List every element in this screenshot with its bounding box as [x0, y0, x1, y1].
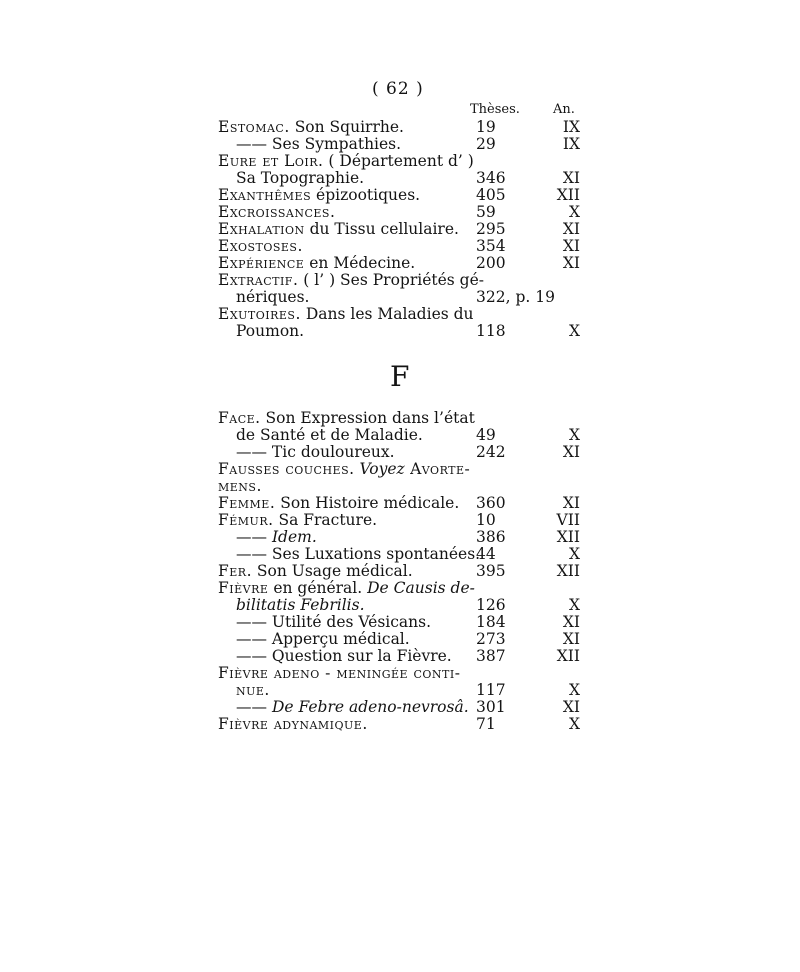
entry-these-number: 184 — [476, 613, 506, 631]
entry-these-number: 405 — [476, 186, 506, 204]
entry-text-segment: bilitatis Febrilis. — [236, 596, 365, 614]
entry-text-segment: Fièvre adynamique. — [218, 715, 368, 733]
entry-text — [218, 410, 475, 427]
entry-year: XI — [562, 630, 580, 648]
entry-these-number: 301 — [476, 698, 506, 716]
index-entry — [218, 495, 590, 512]
index-entry — [218, 153, 590, 170]
entry-text-segment: Fièvre adeno - meningée conti- — [218, 664, 461, 682]
index-entry — [218, 255, 590, 272]
entry-text — [236, 546, 480, 563]
entry-text — [218, 478, 262, 495]
entry-text-segment: épizootiques. — [311, 186, 421, 204]
entry-year: X — [568, 322, 580, 340]
entry-text-segment: Excroissances. — [218, 203, 336, 221]
entry-text — [236, 648, 452, 665]
entry-year: XI — [562, 169, 580, 187]
entry-text-segment: —— — [236, 698, 272, 716]
entry-year: X — [568, 203, 580, 221]
entry-text-segment: Son Histoire médicale. — [275, 494, 460, 512]
index-section-e — [218, 119, 590, 340]
entry-text-segment: Exhalation — [218, 220, 305, 238]
entry-text-segment: Son Expression dans l’état — [260, 409, 475, 427]
entry-text — [218, 238, 303, 255]
entry-text — [218, 461, 470, 478]
entry-year: IX — [562, 135, 580, 153]
entry-text-segment: —— Ses Sympathies. — [236, 135, 402, 153]
index-entry — [218, 699, 590, 716]
entry-text — [236, 597, 365, 614]
index-entry — [218, 306, 590, 323]
entry-text-segment: nériques. — [236, 288, 310, 306]
index-entry — [218, 238, 590, 255]
entry-year: X — [568, 681, 580, 699]
entry-text — [236, 427, 423, 444]
index-entry — [218, 478, 590, 495]
entry-these-number: 71 — [476, 715, 496, 733]
entry-text — [218, 563, 413, 580]
index-entry — [218, 631, 590, 648]
entry-year: X — [568, 596, 580, 614]
entry-text — [218, 665, 460, 682]
entry-text-segment: Idem. — [271, 528, 317, 546]
entry-year: XI — [562, 698, 580, 716]
index-entry — [218, 512, 590, 529]
entry-these-number: 59 — [476, 203, 496, 221]
entry-these-number: 346 — [476, 169, 506, 187]
index-entry — [218, 119, 590, 136]
index-entry — [218, 529, 590, 546]
entry-year: XII — [556, 186, 580, 204]
entry-year: XII — [556, 647, 580, 665]
entry-these-number: 387 — [476, 647, 506, 665]
entry-text — [236, 631, 410, 648]
entry-year: XII — [556, 562, 580, 580]
index-entry — [218, 648, 590, 665]
entry-text — [218, 580, 475, 597]
entry-text — [236, 289, 309, 306]
entry-text — [218, 153, 474, 170]
entry-these-number: 118 — [476, 322, 506, 340]
entry-text-segment: Son Usage médical. — [252, 562, 413, 580]
entry-text — [218, 512, 377, 529]
entry-these-number: 360 — [476, 494, 506, 512]
entry-text — [236, 699, 469, 716]
entry-text — [218, 255, 415, 272]
index-section-f — [218, 410, 590, 733]
entry-text-segment: Fer. — [218, 562, 252, 580]
entry-text-segment: ( Département d’ ) — [323, 152, 474, 170]
entry-these-number: 126 — [476, 596, 506, 614]
index-entry — [218, 410, 590, 427]
entry-these-number: 242 — [476, 443, 506, 461]
entry-these-number: 354 — [476, 237, 506, 255]
entry-text — [218, 187, 420, 204]
entry-text-segment: Fémur. — [218, 511, 274, 529]
entry-these-number: 322, p. 19 — [476, 288, 555, 306]
entry-text-segment: De Causis de- — [367, 579, 475, 597]
index-entry — [218, 563, 590, 580]
entry-year: XI — [562, 237, 580, 255]
entry-these-number: 117 — [476, 681, 506, 699]
entry-text-segment: Fièvre — [218, 579, 269, 597]
index-entry — [218, 136, 590, 153]
column-header-an: An. — [553, 102, 575, 117]
entry-text-segment: Sa Topographie. — [236, 169, 365, 187]
entry-text-segment: ( l’ ) Ses Propriétés gé- — [298, 271, 484, 289]
entry-year: XI — [562, 220, 580, 238]
letter-heading: F — [390, 360, 410, 393]
entry-text-segment: —— Question sur la Fièvre. — [236, 647, 452, 665]
entry-text — [218, 272, 484, 289]
entry-year: XII — [556, 528, 580, 546]
entry-text-segment: Avorte- — [404, 460, 471, 478]
entry-these-number: 44 — [476, 545, 496, 563]
entry-text-segment: —— Tic douloureux. — [236, 443, 395, 461]
index-entry — [218, 187, 590, 204]
index-entry — [218, 444, 590, 461]
entry-these-number: 273 — [476, 630, 506, 648]
entry-year: XI — [562, 443, 580, 461]
entry-text-segment: Exanthêmes — [218, 186, 312, 204]
entry-text — [236, 444, 395, 461]
entry-text-segment: Extractif. — [218, 271, 299, 289]
entry-text-segment: Fausses couches. — [218, 460, 355, 478]
entry-text — [218, 221, 459, 238]
entry-year: VII — [556, 511, 580, 529]
index-entry — [218, 170, 590, 187]
entry-these-number: 295 — [476, 220, 506, 238]
entry-year: XI — [562, 613, 580, 631]
entry-text-segment: Dans les Maladies du — [300, 305, 474, 323]
entry-text-segment: Expérience — [218, 254, 305, 272]
entry-text — [218, 119, 404, 136]
entry-text — [236, 323, 304, 340]
index-entry — [218, 221, 590, 238]
entry-text-segment: —— Apperçu médical. — [236, 630, 410, 648]
entry-text-segment: —— Utilité des Vésicans. — [236, 613, 432, 631]
entry-text-segment: Femme. — [218, 494, 276, 512]
index-entry — [218, 546, 590, 563]
entry-text-segment: mens. — [218, 477, 262, 495]
entry-text-segment: —— Ses Luxations spontanées. — [236, 545, 481, 563]
entry-text-segment: Sa Fracture. — [273, 511, 378, 529]
entry-text-segment: Son Squirrhe. — [289, 118, 404, 136]
entry-text — [236, 136, 401, 153]
entry-year: X — [568, 715, 580, 733]
entry-these-number: 29 — [476, 135, 496, 153]
page-number: ( 62 ) — [372, 79, 424, 99]
entry-text-segment: en général. — [268, 579, 368, 597]
index-entry — [218, 597, 590, 614]
entry-these-number: 386 — [476, 528, 506, 546]
entry-text — [236, 529, 317, 546]
index-entry — [218, 580, 590, 597]
entry-text — [236, 170, 364, 187]
entry-text-segment: Face. — [218, 409, 261, 427]
index-entry — [218, 427, 590, 444]
entry-text — [218, 204, 335, 221]
index-entry — [218, 614, 590, 631]
entry-text-segment: —— — [236, 528, 272, 546]
entry-text-segment: Voyez — [359, 460, 405, 478]
entry-text — [218, 495, 459, 512]
entry-text-segment: Exostoses. — [218, 237, 303, 255]
entry-year: XI — [562, 254, 580, 272]
entry-text-segment: Exutoires. — [218, 305, 301, 323]
entry-text-segment: du Tissu cellulaire. — [304, 220, 459, 238]
index-entry — [218, 323, 590, 340]
entry-text-segment: Poumon. — [236, 322, 305, 340]
entry-these-number: 10 — [476, 511, 496, 529]
entry-text — [218, 716, 368, 733]
entry-year: X — [568, 545, 580, 563]
entry-text-segment: en Médecine. — [304, 254, 416, 272]
entry-year: IX — [562, 118, 580, 136]
entry-year: X — [568, 426, 580, 444]
entry-text — [236, 614, 431, 631]
entry-year: XI — [562, 494, 580, 512]
index-entry — [218, 272, 590, 289]
column-header-theses: Thèses. — [470, 102, 520, 117]
entry-these-number: 19 — [476, 118, 496, 136]
entry-text-segment: Eure et Loir. — [218, 152, 324, 170]
entry-text-segment: nue. — [236, 681, 270, 699]
entry-these-number: 49 — [476, 426, 496, 444]
entry-text — [218, 306, 474, 323]
entry-text-segment: de Santé et de Maladie. — [236, 426, 423, 444]
entry-these-number: 200 — [476, 254, 506, 272]
index-entry — [218, 289, 590, 306]
index-entry — [218, 204, 590, 221]
index-entry — [218, 716, 590, 733]
index-entry — [218, 461, 590, 478]
entry-text — [236, 682, 270, 699]
entry-text-segment: Estomac. — [218, 118, 290, 136]
entry-text-segment: De Febre adeno-nevrosâ. — [271, 698, 469, 716]
entry-these-number: 395 — [476, 562, 506, 580]
index-entry — [218, 682, 590, 699]
index-entry — [218, 665, 590, 682]
